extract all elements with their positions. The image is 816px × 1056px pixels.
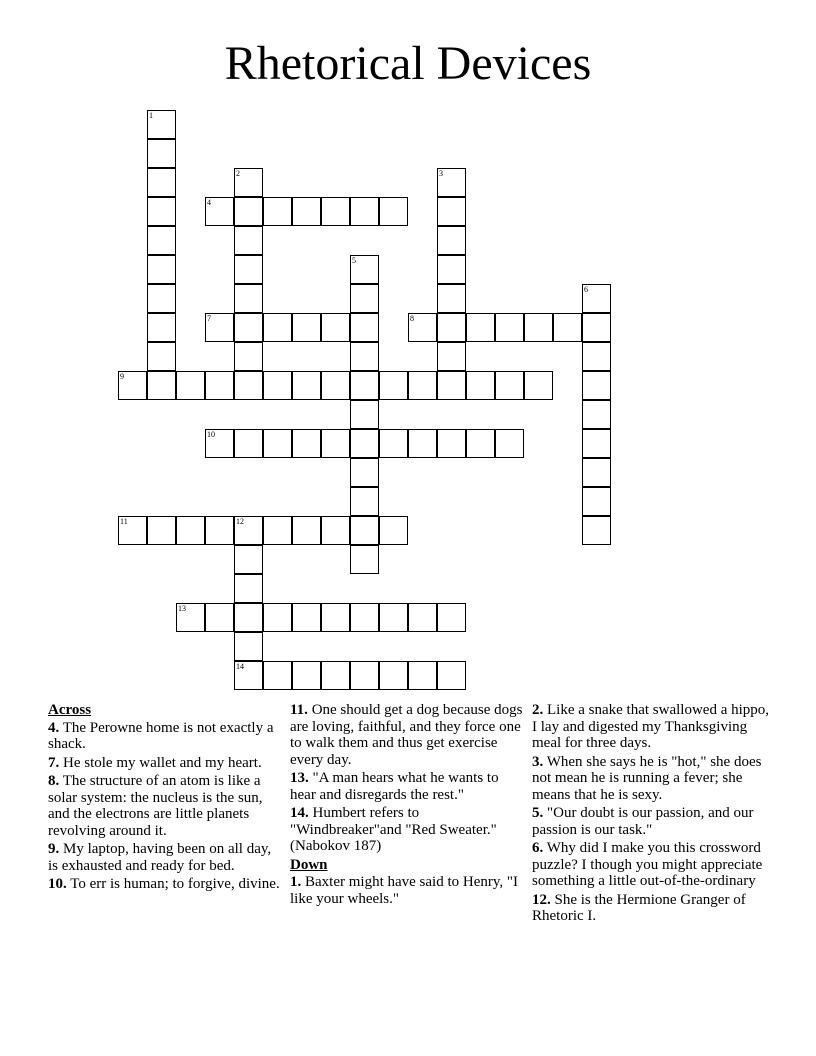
- cell-number: 6: [584, 285, 588, 294]
- clue-across-4: 4. The Perowne home is not exactly a shack.: [48, 719, 274, 752]
- grid-cell[interactable]: [321, 603, 350, 632]
- grid-cell[interactable]: [147, 110, 176, 139]
- grid-cell[interactable]: [321, 429, 350, 458]
- grid-cell[interactable]: [437, 342, 466, 371]
- grid-cell[interactable]: [582, 458, 611, 487]
- grid-cell[interactable]: [292, 516, 321, 545]
- grid-cell[interactable]: [437, 226, 466, 255]
- clue-down-5: 5. "Our doubt is our passion, and our passion is our task.": [532, 805, 754, 838]
- grid-cell[interactable]: [437, 284, 466, 313]
- grid-cell[interactable]: [350, 487, 379, 516]
- cell-number: 7: [207, 314, 211, 323]
- grid-cell[interactable]: [205, 197, 234, 226]
- grid-cell[interactable]: [350, 371, 379, 400]
- grid-cell[interactable]: [234, 226, 263, 255]
- grid-cell[interactable]: [408, 661, 437, 690]
- grid-cell[interactable]: [234, 574, 263, 603]
- grid-cell[interactable]: [582, 429, 611, 458]
- grid-cell[interactable]: [437, 197, 466, 226]
- grid-cell[interactable]: [350, 545, 379, 574]
- grid-cell[interactable]: [263, 197, 292, 226]
- cell-number: 2: [236, 169, 240, 178]
- grid-cell[interactable]: [234, 371, 263, 400]
- grid-cell[interactable]: [350, 197, 379, 226]
- puzzle-title: Rhetorical Devices: [224, 37, 592, 90]
- clue-across-11: 11. One should get a dog because dogs are loving, faithful, and they force one to walk them and thus get exercise every day.: [290, 702, 523, 768]
- clue-across-14: 14. Humbert refers to "Windbreaker"and "Red Sweater." (Nabokov 187): [290, 805, 497, 854]
- grid-cell[interactable]: [118, 516, 147, 545]
- cell-number: 4: [207, 198, 211, 207]
- cell-number: 8: [410, 314, 414, 323]
- grid-cell[interactable]: [553, 313, 582, 342]
- grid-cell[interactable]: [292, 429, 321, 458]
- grid-cell[interactable]: [466, 429, 495, 458]
- grid-cell[interactable]: [147, 371, 176, 400]
- grid-cell[interactable]: [582, 516, 611, 545]
- grid-cell[interactable]: [321, 371, 350, 400]
- grid-cell[interactable]: [234, 661, 263, 690]
- grid-cell[interactable]: [205, 429, 234, 458]
- grid-cell[interactable]: [118, 371, 147, 400]
- grid-cell[interactable]: [350, 429, 379, 458]
- grid-cell[interactable]: [176, 603, 205, 632]
- clue-down-12: 12. She is the Hermione Granger of Rhetoric I.: [532, 891, 746, 924]
- cell-number: 3: [439, 169, 443, 178]
- grid-cell[interactable]: [408, 603, 437, 632]
- grid-cell[interactable]: [234, 545, 263, 574]
- grid-cell[interactable]: [292, 197, 321, 226]
- grid-cell[interactable]: [176, 371, 205, 400]
- grid-cell[interactable]: [524, 313, 553, 342]
- grid-cell[interactable]: [205, 313, 234, 342]
- clue-down-3: 3. When she says he is "hot," she does not mean he is running a fever; she means that he is sexy.: [532, 753, 762, 803]
- grid-cell[interactable]: [234, 603, 263, 632]
- grid-cell[interactable]: [582, 313, 611, 342]
- grid-cell[interactable]: [263, 313, 292, 342]
- grid-cell[interactable]: [379, 197, 408, 226]
- grid-cell[interactable]: [582, 284, 611, 313]
- grid-cell[interactable]: [437, 255, 466, 284]
- grid-cell[interactable]: [379, 429, 408, 458]
- clue-down-1: 1. Baxter might have said to Henry, "I like your wheels.": [290, 874, 519, 907]
- cell-number: 11: [120, 517, 128, 526]
- grid-cell[interactable]: [408, 429, 437, 458]
- cell-number: 9: [120, 372, 124, 381]
- grid-cell[interactable]: [147, 342, 176, 371]
- grid-cell[interactable]: [408, 371, 437, 400]
- clue-down-6: 6. Why did I make you this crossword puzzle? I though you might appreciate something a little out-of-the-ordinary: [532, 840, 763, 889]
- grid-cell[interactable]: [234, 284, 263, 313]
- grid-cell[interactable]: [234, 313, 263, 342]
- grid-cell[interactable]: [350, 400, 379, 429]
- grid-cell[interactable]: [582, 400, 611, 429]
- grid-cell[interactable]: [292, 371, 321, 400]
- grid-cell[interactable]: [292, 313, 321, 342]
- grid-cell[interactable]: [379, 516, 408, 545]
- cell-number: 13: [178, 604, 186, 613]
- clues-column-1: [48, 702, 280, 895]
- grid-cell[interactable]: [379, 603, 408, 632]
- grid-cell[interactable]: [263, 603, 292, 632]
- grid-cell[interactable]: [379, 661, 408, 690]
- grid-cell[interactable]: [350, 284, 379, 313]
- grid-cell[interactable]: [321, 661, 350, 690]
- grid-cell[interactable]: [234, 516, 263, 545]
- grid-cell[interactable]: [263, 429, 292, 458]
- grid-cell[interactable]: [350, 516, 379, 545]
- grid-cell[interactable]: [234, 632, 263, 661]
- grid-cell[interactable]: [524, 371, 553, 400]
- grid-cell[interactable]: [147, 197, 176, 226]
- grid-cell[interactable]: [147, 226, 176, 255]
- clue-down-2: 2. Like a snake that swallowed a hippo, I lay and digested my Thanksgiving meal for three days.: [532, 702, 770, 751]
- grid-cell[interactable]: [437, 168, 466, 197]
- cell-number: 12: [236, 517, 244, 526]
- grid-cell[interactable]: [321, 516, 350, 545]
- clues-column-3: [532, 702, 772, 927]
- clue-across-10: 10. To err is human; to forgive, divine.: [48, 876, 280, 892]
- grid-cell[interactable]: [350, 255, 379, 284]
- grid-cell[interactable]: [408, 313, 437, 342]
- grid-cell[interactable]: [205, 371, 234, 400]
- grid-cell[interactable]: [263, 371, 292, 400]
- grid-cell[interactable]: [437, 661, 466, 690]
- grid-cell[interactable]: [234, 168, 263, 197]
- grid-cell[interactable]: [495, 429, 524, 458]
- grid-cell[interactable]: [495, 313, 524, 342]
- grid-cell[interactable]: [147, 284, 176, 313]
- grid-cell[interactable]: [379, 371, 408, 400]
- grid-cell[interactable]: [321, 313, 350, 342]
- grid-cell[interactable]: [234, 197, 263, 226]
- grid-cell[interactable]: [147, 168, 176, 197]
- grid-cell[interactable]: [234, 342, 263, 371]
- grid-cell[interactable]: [466, 313, 495, 342]
- grid-cell[interactable]: [234, 255, 263, 284]
- grid-cell[interactable]: [321, 197, 350, 226]
- grid-cell[interactable]: [350, 313, 379, 342]
- grid-cell[interactable]: [582, 342, 611, 371]
- grid-cell[interactable]: [437, 603, 466, 632]
- cell-number: 10: [207, 430, 215, 439]
- clue-across-13: 13. "A man hears what he wants to hear and disregards the rest.": [290, 770, 499, 803]
- clue-across-8: 8. The structure of an atom is like a solar system: the nucleus is the sun, and the electrons are little planets revolving around it.: [48, 773, 263, 839]
- grid-cell[interactable]: [234, 429, 263, 458]
- across-header: Across: [48, 702, 92, 718]
- grid-cell[interactable]: [437, 429, 466, 458]
- grid-cell[interactable]: [437, 371, 466, 400]
- grid-cell[interactable]: [495, 371, 524, 400]
- grid-cell[interactable]: [582, 487, 611, 516]
- grid-cell[interactable]: [350, 458, 379, 487]
- grid-cell[interactable]: [263, 661, 292, 690]
- grid-cell[interactable]: [205, 603, 234, 632]
- grid-cell[interactable]: [147, 139, 176, 168]
- cell-number: 14: [236, 662, 244, 671]
- down-header: Down: [290, 856, 328, 873]
- grid-cell[interactable]: [350, 603, 379, 632]
- grid-cell[interactable]: [205, 516, 234, 545]
- grid-cell[interactable]: [350, 661, 379, 690]
- grid-cell[interactable]: [292, 603, 321, 632]
- cell-number: 5: [352, 256, 356, 265]
- grid-cell[interactable]: [147, 313, 176, 342]
- clue-across-9: 9. My laptop, having been on all day, is exhausted and ready for bed.: [48, 841, 272, 874]
- grid-cell[interactable]: [147, 516, 176, 545]
- grid-cell[interactable]: [350, 342, 379, 371]
- clue-across-7: 7. He stole my wallet and my heart.: [48, 754, 262, 771]
- cell-number: 1: [149, 111, 153, 120]
- grid-cell[interactable]: [582, 371, 611, 400]
- grid-cell[interactable]: [176, 516, 205, 545]
- clues-column-2: [290, 702, 525, 909]
- grid-cell[interactable]: [147, 255, 176, 284]
- grid-cell[interactable]: [437, 313, 466, 342]
- grid-cell[interactable]: [292, 661, 321, 690]
- grid-cell[interactable]: [466, 371, 495, 400]
- grid-cell[interactable]: [263, 516, 292, 545]
